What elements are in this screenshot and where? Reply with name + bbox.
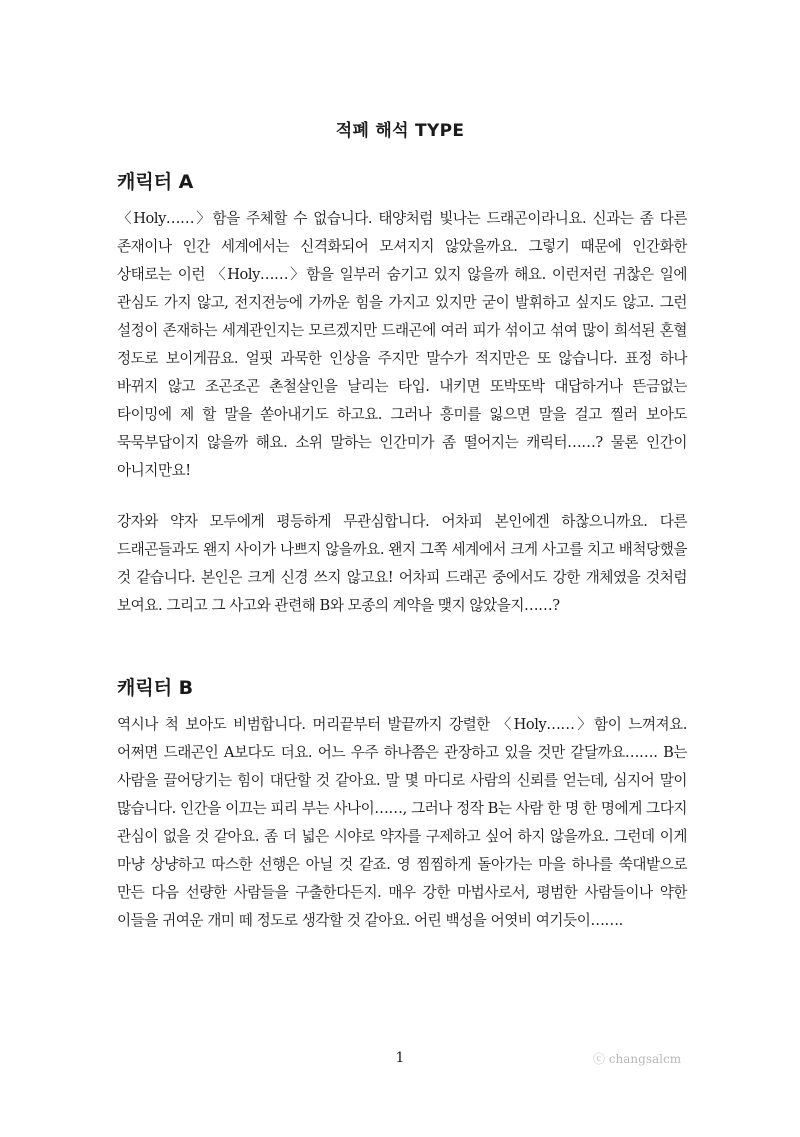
copyright-watermark: ⓒ changsalcm — [593, 1052, 682, 1066]
section-heading-character-b: 캐릭터 B — [117, 677, 194, 699]
page-number: 1 — [395, 1050, 405, 1066]
paragraph-character-a-1: 〈Holy……〉함을 주체할 수 없습니다. 태양처럼 빛나는 드래곤이라니요. 신과는 좀 다른 존재이나 인간 세계에서는 신격화되어 모셔지지 않았을까요. 그렇기 때문에 인간화한 상태로는 이런 〈Holy……〉함을 일부러 숨기고 있지 않을까 해요. 이런저런 귀찮은 일에 관심도 가지 않고, 전지전능에 가까운 힘을 가지고 있지만 굳이 발휘하고 싶지도 않고. 그런 설정이 존재하는 세계관인지는 모르겠지만 드래곤에 여러 피가 섞이고 섞여 많이 희석된 혼혈 정도로 보이게끔요. 얼핏 과묵한 인상을 주지만 말수가 적지만은 또 않습니다. 표정 하나 바뀌지 않고 조곤조곤 촌철살인을 날리는 타입. 내키면 또박또박 대답하거나 뜬금없는 타이밍에 제 할 말을 쏟아내기도 하고요. 그러나 흥미를 잃으면 말을 걸고 찔러 보아도 묵묵부답이지 않을까 해요. 소위 말하는 인간미가 좀 떨어지는 캐릭터……? 물론 인간이 아니지만요! — [117, 210, 687, 479]
paragraph-character-b-1: 역시나 척 보아도 비범합니다. 머리끝부터 발끝까지 강렬한 〈Holy……〉함이 느껴져요. 어쩌면 드래곤인 A보다도 더요. 어느 우주 하나쯤은 관장하고 있을 것만 같달까요……. B는 사람을 끌어당기는 힘이 대단할 것 같아요. 말 몇 마디로 사람의 신뢰를 얻는데, 심지어 말이 많습니다. 인간을 이끄는 피리 부는 사나이……, 그러나 정작 B는 사람 한 명 한 명에게 그다지 관심이 없을 것 같아요. 좀 더 넓은 시야로 약자를 구제하고 싶어 하지 않을까요. 그런데 이게 마냥 상냥하고 따스한 선행은 아닐 것 같죠. 영 찜찜하게 돌아가는 마을 하나를 쑥대밭으로 만든 다음 선량한 사람들을 구출한다든지. 매우 강한 마법사로서, 평범한 사람들이나 약한 이들을 귀여운 개미 떼 정도로 생각할 것 같아요. 어린 백성을 어엿비 여기듯이……. — [117, 716, 687, 929]
section-heading-character-a: 캐릭터 A — [117, 171, 194, 193]
page-title: 적폐 해석 TYPE — [335, 121, 465, 141]
paragraph-character-a-2: 강자와 약자 모두에게 평등하게 무관심합니다. 어차피 본인에겐 하찮으니까요. 다른 드래곤들과도 왠지 사이가 나쁘지 않을까요. 왠지 그쪽 세계에서 크게 사고를 치고 배척당했을 것 같습니다. 본인은 크게 신경 쓰지 않고요! 어차피 드래곤 중에서도 강한 개체였을 것처럼 보여요. 그리고 그 사고와 관련해 B와 모종의 계약을 맺지 않았을지……? — [117, 513, 687, 614]
